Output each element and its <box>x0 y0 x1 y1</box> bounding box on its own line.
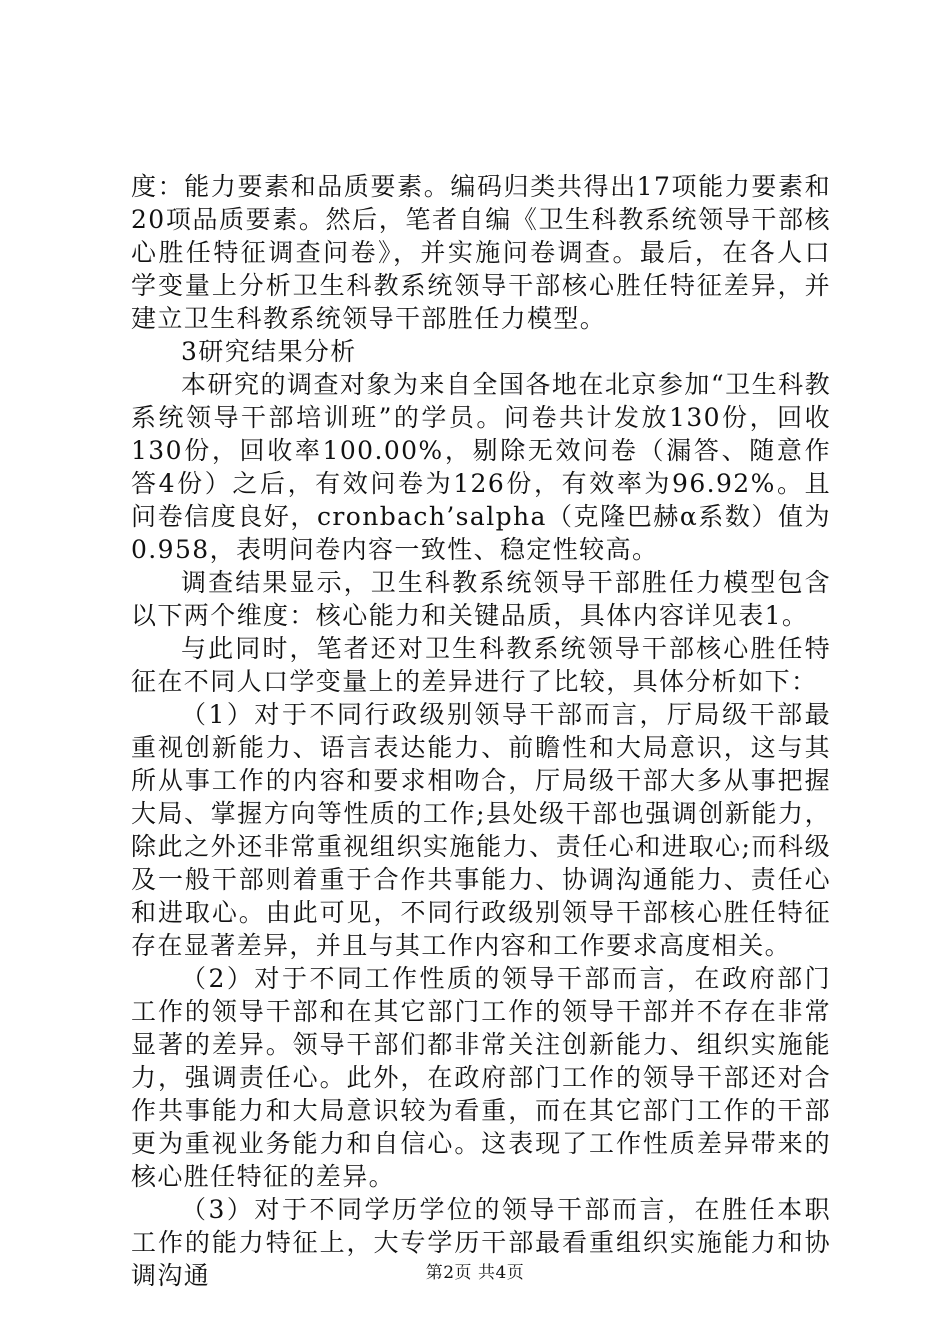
paragraph-continued: 度：能力要素和品质要素。编码归类共得出17项能力要素和20项品质要素。然后，笔者自编《卫生科教系统领导干部核心胜任特征调查问卷》，并实施问卷调查。最后，在各人口学变量上分析卫生科教系统领导干部核心胜任特征差异，并建立卫生科教系统领导干部胜任力模型。 <box>131 172 831 333</box>
paragraph: 本研究的调查对象为来自全国各地在北京参加“卫生科教系统领导干部培训班”的学员。问卷共计发放130份，回收130份，回收率100.00%，剔除无效问卷（漏答、随意作答4份）之后，有效问卷为126份，有效率为96.92%。且问卷信度良好，cronbach’salpha（克隆巴赫α系数）值为0.958，表明问卷内容一致性、稳定性较高。 <box>131 370 831 564</box>
document-body <box>131 170 831 1292</box>
page-number: 第2页 共4页 <box>425 1263 525 1283</box>
paragraph: 与此同时，笔者还对卫生科教系统领导干部核心胜任特征在不同人口学变量上的差异进行了比较，具体分析如下： <box>131 634 831 696</box>
paragraph: （2）对于不同工作性质的领导干部而言，在政府部门工作的领导干部和在其它部门工作的领导干部并不存在非常显著的差异。领导干部们都非常关注创新能力、组织实施能力，强调责任心。此外，在政府部门工作的领导干部还对合作共事能力和大局意识较为看重，而在其它部门工作的干部更为重视业务能力和自信心。这表现了工作性质差异带来的核心胜任特征的差异。 <box>131 964 831 1191</box>
section-heading: 3研究结果分析 <box>181 337 357 366</box>
paragraph: （3）对于不同学历学位的领导干部而言，在胜任本职工作的能力特征上，大专学历干部最看重组织实施能力和协调沟通 <box>131 1195 831 1290</box>
page-footer <box>0 1262 950 1284</box>
paragraph: （1）对于不同行政级别领导干部而言，厅局级干部最重视创新能力、语言表达能力、前瞻性和大局意识，这与其所从事工作的内容和要求相吻合，厅局级干部大多从事把握大局、掌握方向等性质的工作;县处级干部也强调创新能力，除此之外还非常重视组织实施能力、责任心和进取心;而科级及一般干部则着重于合作共事能力、协调沟通能力、责任心和进取心。由此可见，不同行政级别领导干部核心胜任特征存在显著差异，并且与其工作内容和工作要求高度相关。 <box>131 700 831 960</box>
paragraph: 调查结果显示，卫生科教系统领导干部胜任力模型包含以下两个维度：核心能力和关键品质，具体内容详见表1。 <box>131 568 831 630</box>
